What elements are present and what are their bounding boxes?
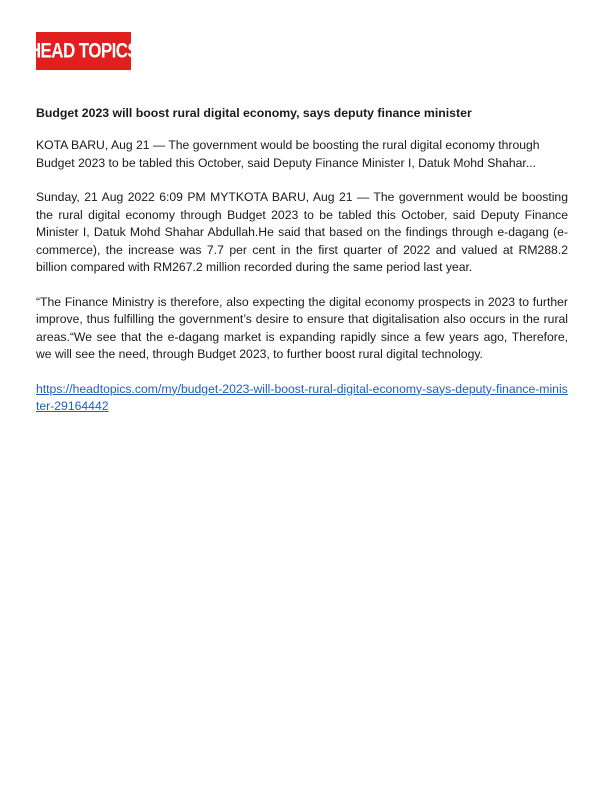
article-body-paragraph-2: “The Finance Ministry is therefore, also expecting the digital economy prospects in 2023 to further improve, thus fulfilling the government’s desire to ensure that digitalisation also occurs in the rural areas.“We see that the e-dagang market is expanding rapidly since a few years ago, Therefore, we will see the need, through Budget 2023, to further boost rural digital technology. [36, 294, 568, 361]
logo-text: HEAD TOPICS [28, 38, 139, 63]
article-lead: KOTA BARU, Aug 21 — The government would be boosting the rural digital economy through Budget 2023 to be tabled this October, said Deputy Finance Minister I, Datuk Mohd Shahar... [36, 138, 540, 170]
article-body-paragraph-1: Sunday, 21 Aug 2022 6:09 PM MYTKOTA BARU, Aug 21 — The government would be boosting the rural digital economy through Budget 2023 to be tabled this October, said Deputy Finance Minister I, Datuk Mohd Shahar Abdullah.He said that based on the findings through e-dagang (e-commerce), the increase was 7.7 per cent in the first quarter of 2022 and valued at RM288.2 billion compared with RM267.2 million recorded during the same period last year. [36, 190, 568, 274]
source-link[interactable]: https://headtopics.com/my/budget-2023-will-boost-rural-digital-economy-says-deputy-finance-minister-29164442 [36, 381, 568, 413]
article [36, 105, 568, 416]
head-topics-logo [28, 32, 139, 70]
article-title: Budget 2023 will boost rural digital economy, says deputy finance minister [36, 106, 472, 120]
